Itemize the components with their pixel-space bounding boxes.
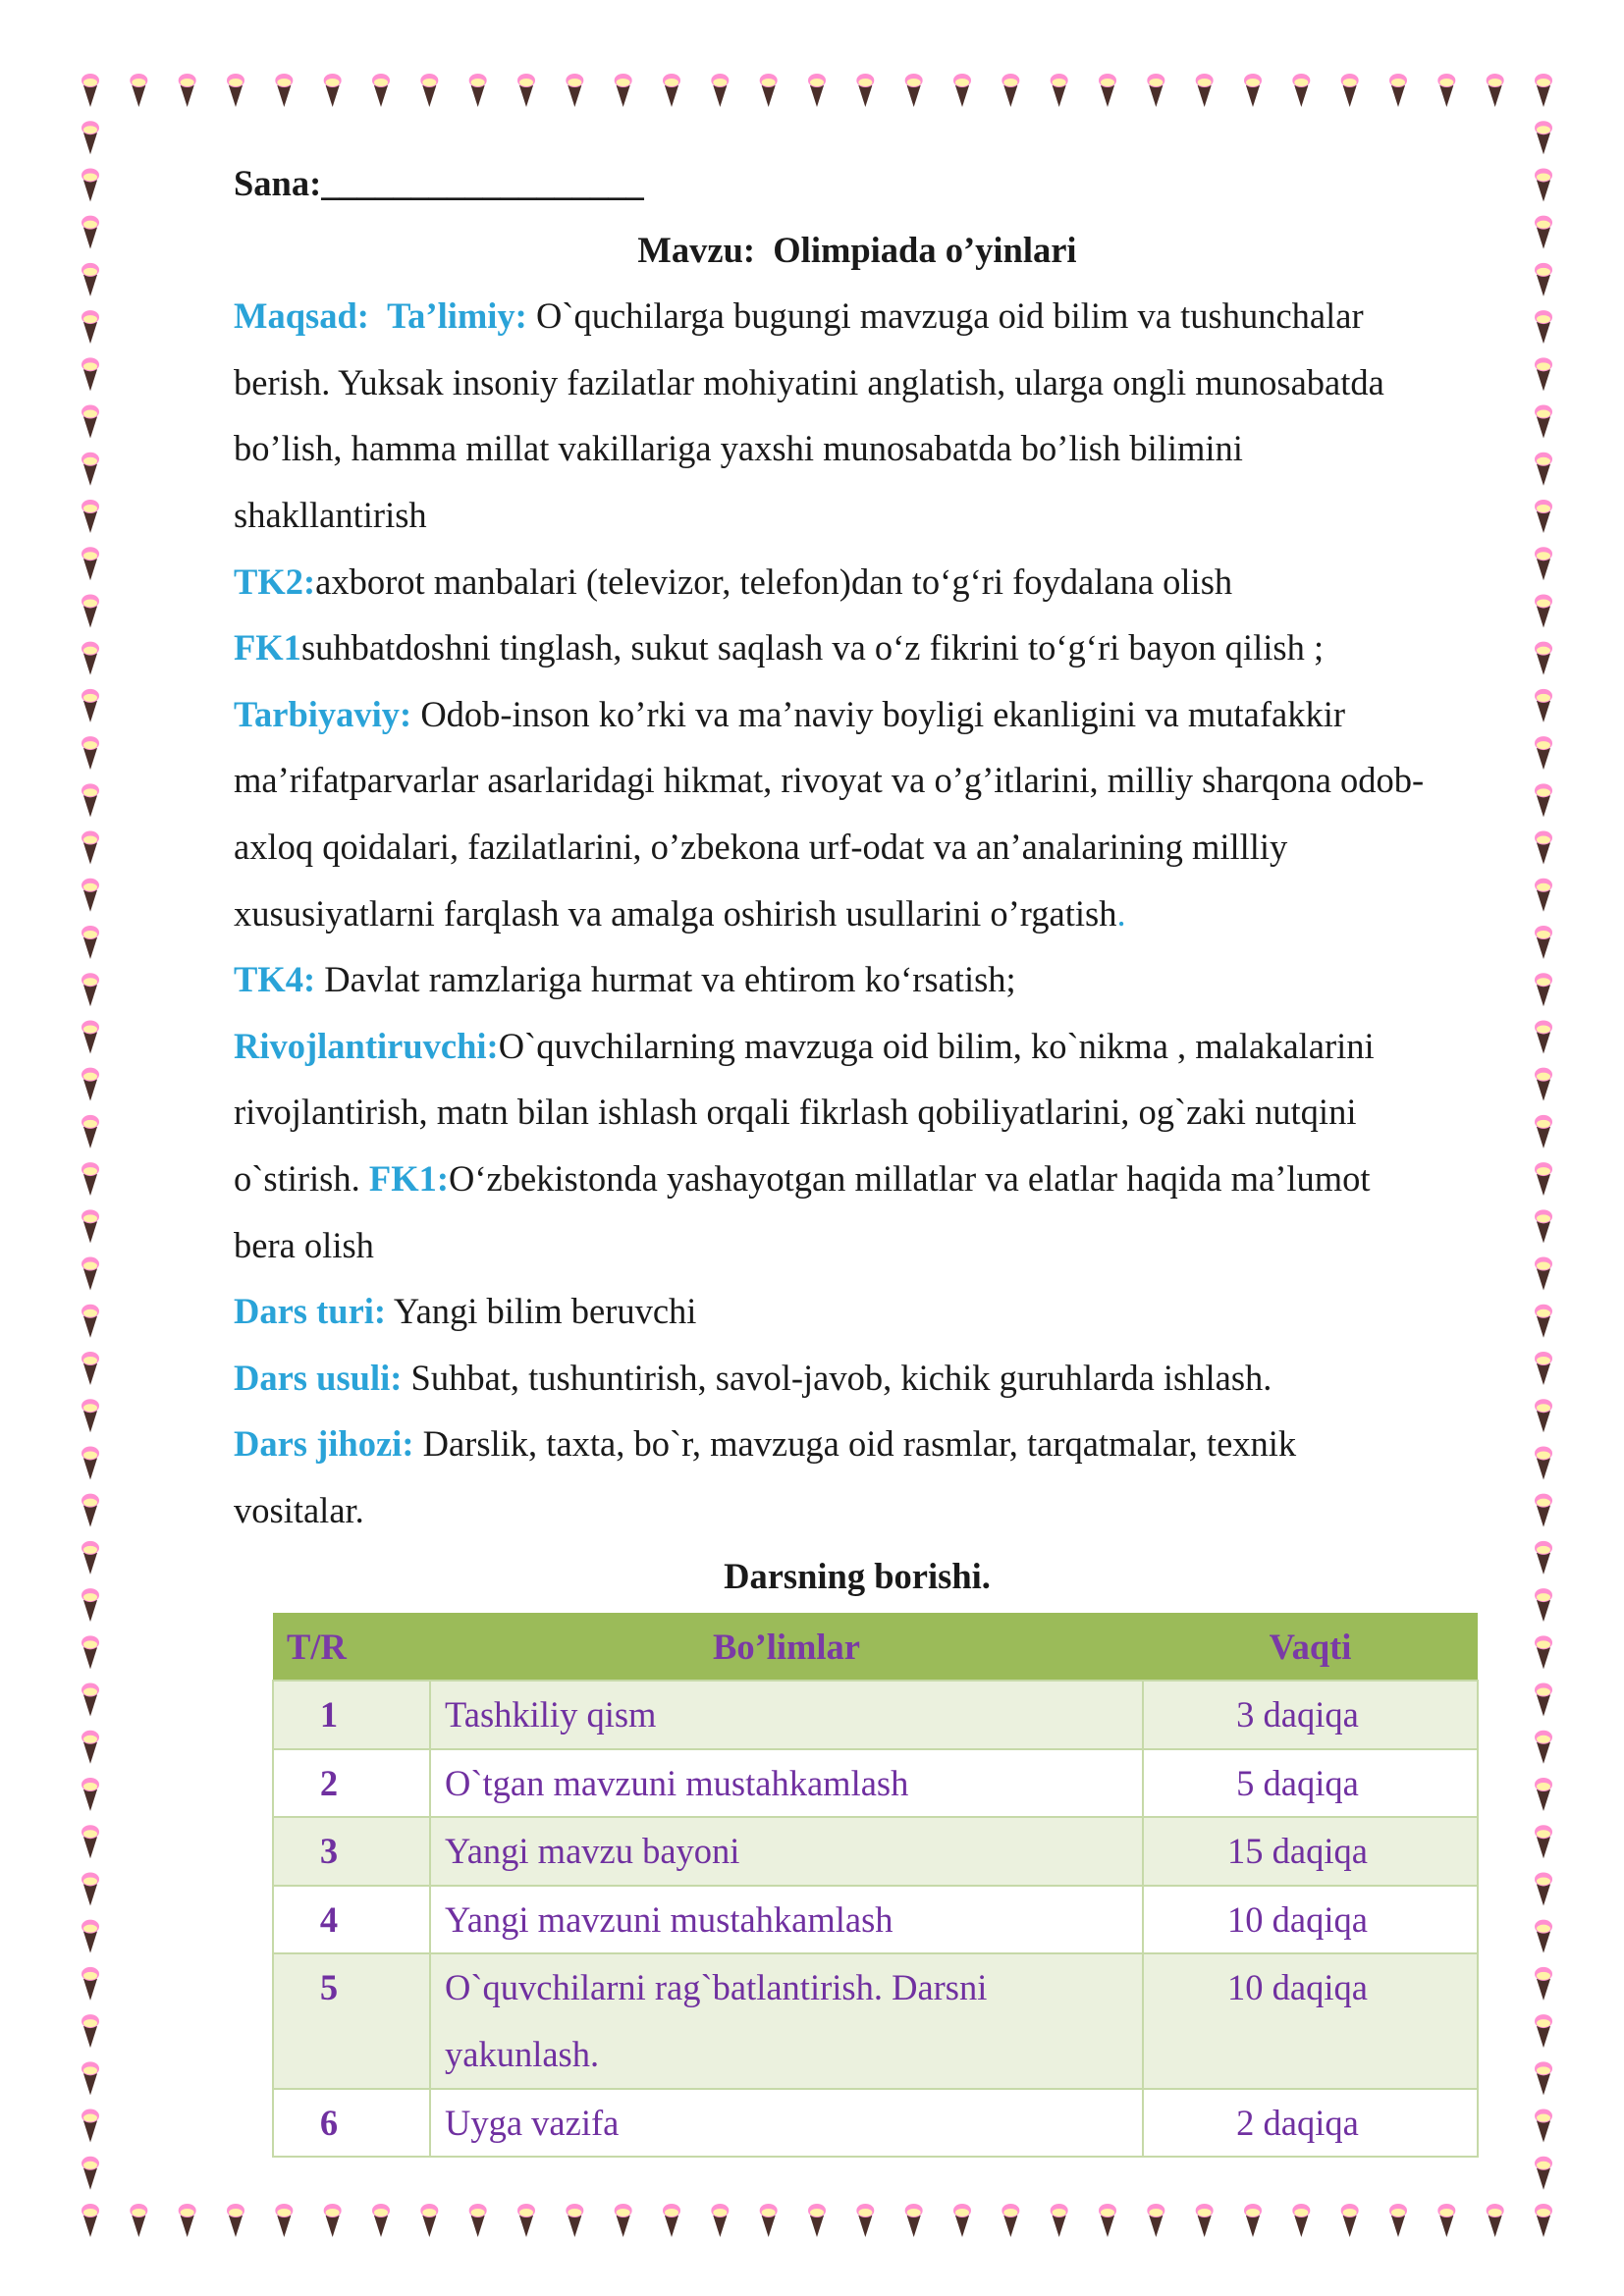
dars-jihozi-line bbox=[234, 1411, 1510, 1477]
table-header-row bbox=[273, 1613, 1478, 1681]
row-number: 3 bbox=[273, 1817, 430, 1886]
topic-line bbox=[234, 217, 1510, 284]
fk1-line bbox=[234, 614, 1510, 681]
row-section-line: yakunlash. bbox=[445, 2033, 600, 2074]
rivoj-fk1-line bbox=[234, 1146, 1510, 1212]
row-section bbox=[430, 2089, 1143, 2158]
row-section bbox=[430, 1749, 1143, 1818]
objective-tarbiyaviy bbox=[234, 681, 1510, 748]
dars-turi-line bbox=[234, 1278, 1510, 1345]
row-section-line: Yangi mavzu bayoni bbox=[445, 1831, 740, 1872]
fk1b-text: O‘zbekistonda yashayotgan millatlar va elatlar haqida ma’lumot bbox=[449, 1157, 1371, 1199]
row-section bbox=[430, 1681, 1143, 1749]
tk4-label: TK4: bbox=[234, 959, 316, 1000]
header-tr: T/R bbox=[273, 1613, 430, 1681]
dars-jihozi-value: Darslik, taxta, bo`r, mavzuga oid rasmlar, tarqatmalar, texnik bbox=[422, 1423, 1297, 1465]
talimiy-label: Ta’limiy: bbox=[387, 295, 527, 337]
row-time: 5 daqiqa bbox=[1143, 1749, 1478, 1818]
row-time: 2 daqiqa bbox=[1143, 2089, 1478, 2158]
row-time: 10 daqiqa bbox=[1143, 1886, 1478, 1954]
tk2-label: TK2: bbox=[234, 561, 316, 602]
tk2-line bbox=[234, 549, 1510, 615]
rivoj-last: o`stirish. bbox=[234, 1157, 360, 1199]
row-section-line: Tashkiliy qism bbox=[445, 1694, 657, 1735]
topic-value: Olimpiada o’yinlari bbox=[773, 229, 1077, 270]
talimiy-text: berish. Yuksak insoniy fazilatlar mohiyatini anglatish, ularga ongli munosabatda bbox=[234, 361, 1384, 402]
table-row bbox=[273, 1817, 1478, 1886]
tarbiyaviy-last-line bbox=[234, 881, 1510, 947]
table-row bbox=[273, 1886, 1478, 1954]
tk4-text: Davlat ramzlariga hurmat va ehtirom ko‘rsatish; bbox=[324, 959, 1016, 1000]
tarbiyaviy-period: . bbox=[1116, 892, 1126, 934]
dars-usuli-line bbox=[234, 1345, 1510, 1412]
dars-usuli-label: Dars usuli: bbox=[234, 1357, 403, 1398]
table-row bbox=[273, 1953, 1478, 2088]
dars-jihozi-label: Dars jihozi: bbox=[234, 1423, 414, 1465]
row-time: 15 daqiqa bbox=[1143, 1817, 1478, 1886]
objective-talimiy bbox=[234, 283, 1510, 349]
tarbiyaviy-label: Tarbiyaviy: bbox=[234, 693, 412, 734]
row-time: 3 daqiqa bbox=[1143, 1681, 1478, 1749]
row-section-line: Uyga vazifa bbox=[445, 2102, 620, 2143]
talimiy-text: O`quchilarga bugungi mavzuga oid bilim va tushunchalar bbox=[535, 295, 1364, 337]
lesson-plan-table bbox=[272, 1613, 1479, 2158]
row-number: 6 bbox=[273, 2089, 430, 2158]
table-row bbox=[273, 1749, 1478, 1818]
date-line bbox=[234, 150, 1510, 217]
date-label: Sana: bbox=[234, 163, 322, 203]
row-section-line: O`tgan mavzuni mustahkamlash bbox=[445, 1762, 909, 1803]
row-section bbox=[430, 1886, 1143, 1954]
dars-turi-value: Yangi bilim beruvchi bbox=[393, 1291, 697, 1332]
talimiy-text: bo’lish, hamma millat vakillariga yaxshi munosabatda bo’lish bilimini bbox=[234, 428, 1243, 469]
date-blank: __________________ bbox=[321, 163, 644, 203]
table-row bbox=[273, 2089, 1478, 2158]
fk1b-label: FK1: bbox=[368, 1157, 449, 1199]
row-number: 1 bbox=[273, 1681, 430, 1749]
dars-usuli-value: Suhbat, tushuntirish, savol-javob, kichik guruhlarda ishlash. bbox=[410, 1357, 1272, 1398]
rivoj-text: rivojlantirish, matn bilan ishlash orqali fikrlash qobiliyatlarini, og`zaki nutqini bbox=[234, 1092, 1357, 1133]
header-sections: Bo’limlar bbox=[430, 1613, 1143, 1681]
table-row bbox=[273, 1681, 1478, 1749]
maqsad-label: Maqsad: bbox=[234, 295, 369, 337]
tarbiyaviy-text: Odob-inson ko’rki va ma’naviy boyligi ekanligini va mutafakkir bbox=[420, 693, 1346, 734]
tk4-line bbox=[234, 946, 1510, 1013]
row-section bbox=[430, 1817, 1143, 1886]
rivoj-text: O`quvchilarning mavzuga oid bilim, ko`nikma , malakalarini bbox=[498, 1025, 1375, 1066]
tarbiyaviy-text: xususiyatlarni farqlash va amalga oshirish usullarini o’rgatish bbox=[234, 892, 1117, 934]
plan-title: Darsning borishi. bbox=[724, 1556, 991, 1597]
topic-label: Mavzu: bbox=[637, 229, 756, 270]
talimiy-text: shakllantirish bbox=[234, 494, 427, 535]
row-section-line: Yangi mavzuni mustahkamlash bbox=[445, 1898, 893, 1940]
tk2-text: axborot manbalari (televizor, telefon)dan to‘g‘ri foydalana olish bbox=[315, 561, 1233, 602]
lesson-plan-text bbox=[234, 147, 1510, 1610]
rivoj-label: Rivojlantiruvchi: bbox=[234, 1025, 499, 1066]
row-number: 2 bbox=[273, 1749, 430, 1818]
tarbiyaviy-text: axloq qoidalari, fazilatlarini, o’zbekona urf-odat va an’analarining millliy bbox=[234, 826, 1288, 867]
dars-jihozi-value: vositalar. bbox=[234, 1489, 364, 1530]
row-time: 10 daqiqa bbox=[1143, 1953, 1478, 2088]
row-section-line: O`quvchilarni rag`batlantirish. Darsni bbox=[445, 1967, 988, 2008]
row-number: 5 bbox=[273, 1953, 430, 2088]
header-time: Vaqti bbox=[1143, 1613, 1478, 1681]
row-number: 4 bbox=[273, 1886, 430, 1954]
tarbiyaviy-text: ma’rifatparvarlar asarlaridagi hikmat, rivoyat va o’g’itlarini, milliy sharqona odob- bbox=[234, 760, 1425, 801]
fk1-label: FK1 bbox=[234, 627, 301, 668]
dars-turi-label: Dars turi: bbox=[234, 1291, 387, 1332]
lesson-plan-table-wrap bbox=[272, 1613, 1477, 2158]
row-section bbox=[430, 1953, 1143, 2088]
objective-rivojlantiruvchi bbox=[234, 1013, 1510, 1080]
fk1-text: suhbatdoshni tinglash, sukut saqlash va o‘z fikrini to‘g‘ri bayon qilish ; bbox=[300, 627, 1325, 668]
fk1b-text: bera olish bbox=[234, 1224, 374, 1265]
